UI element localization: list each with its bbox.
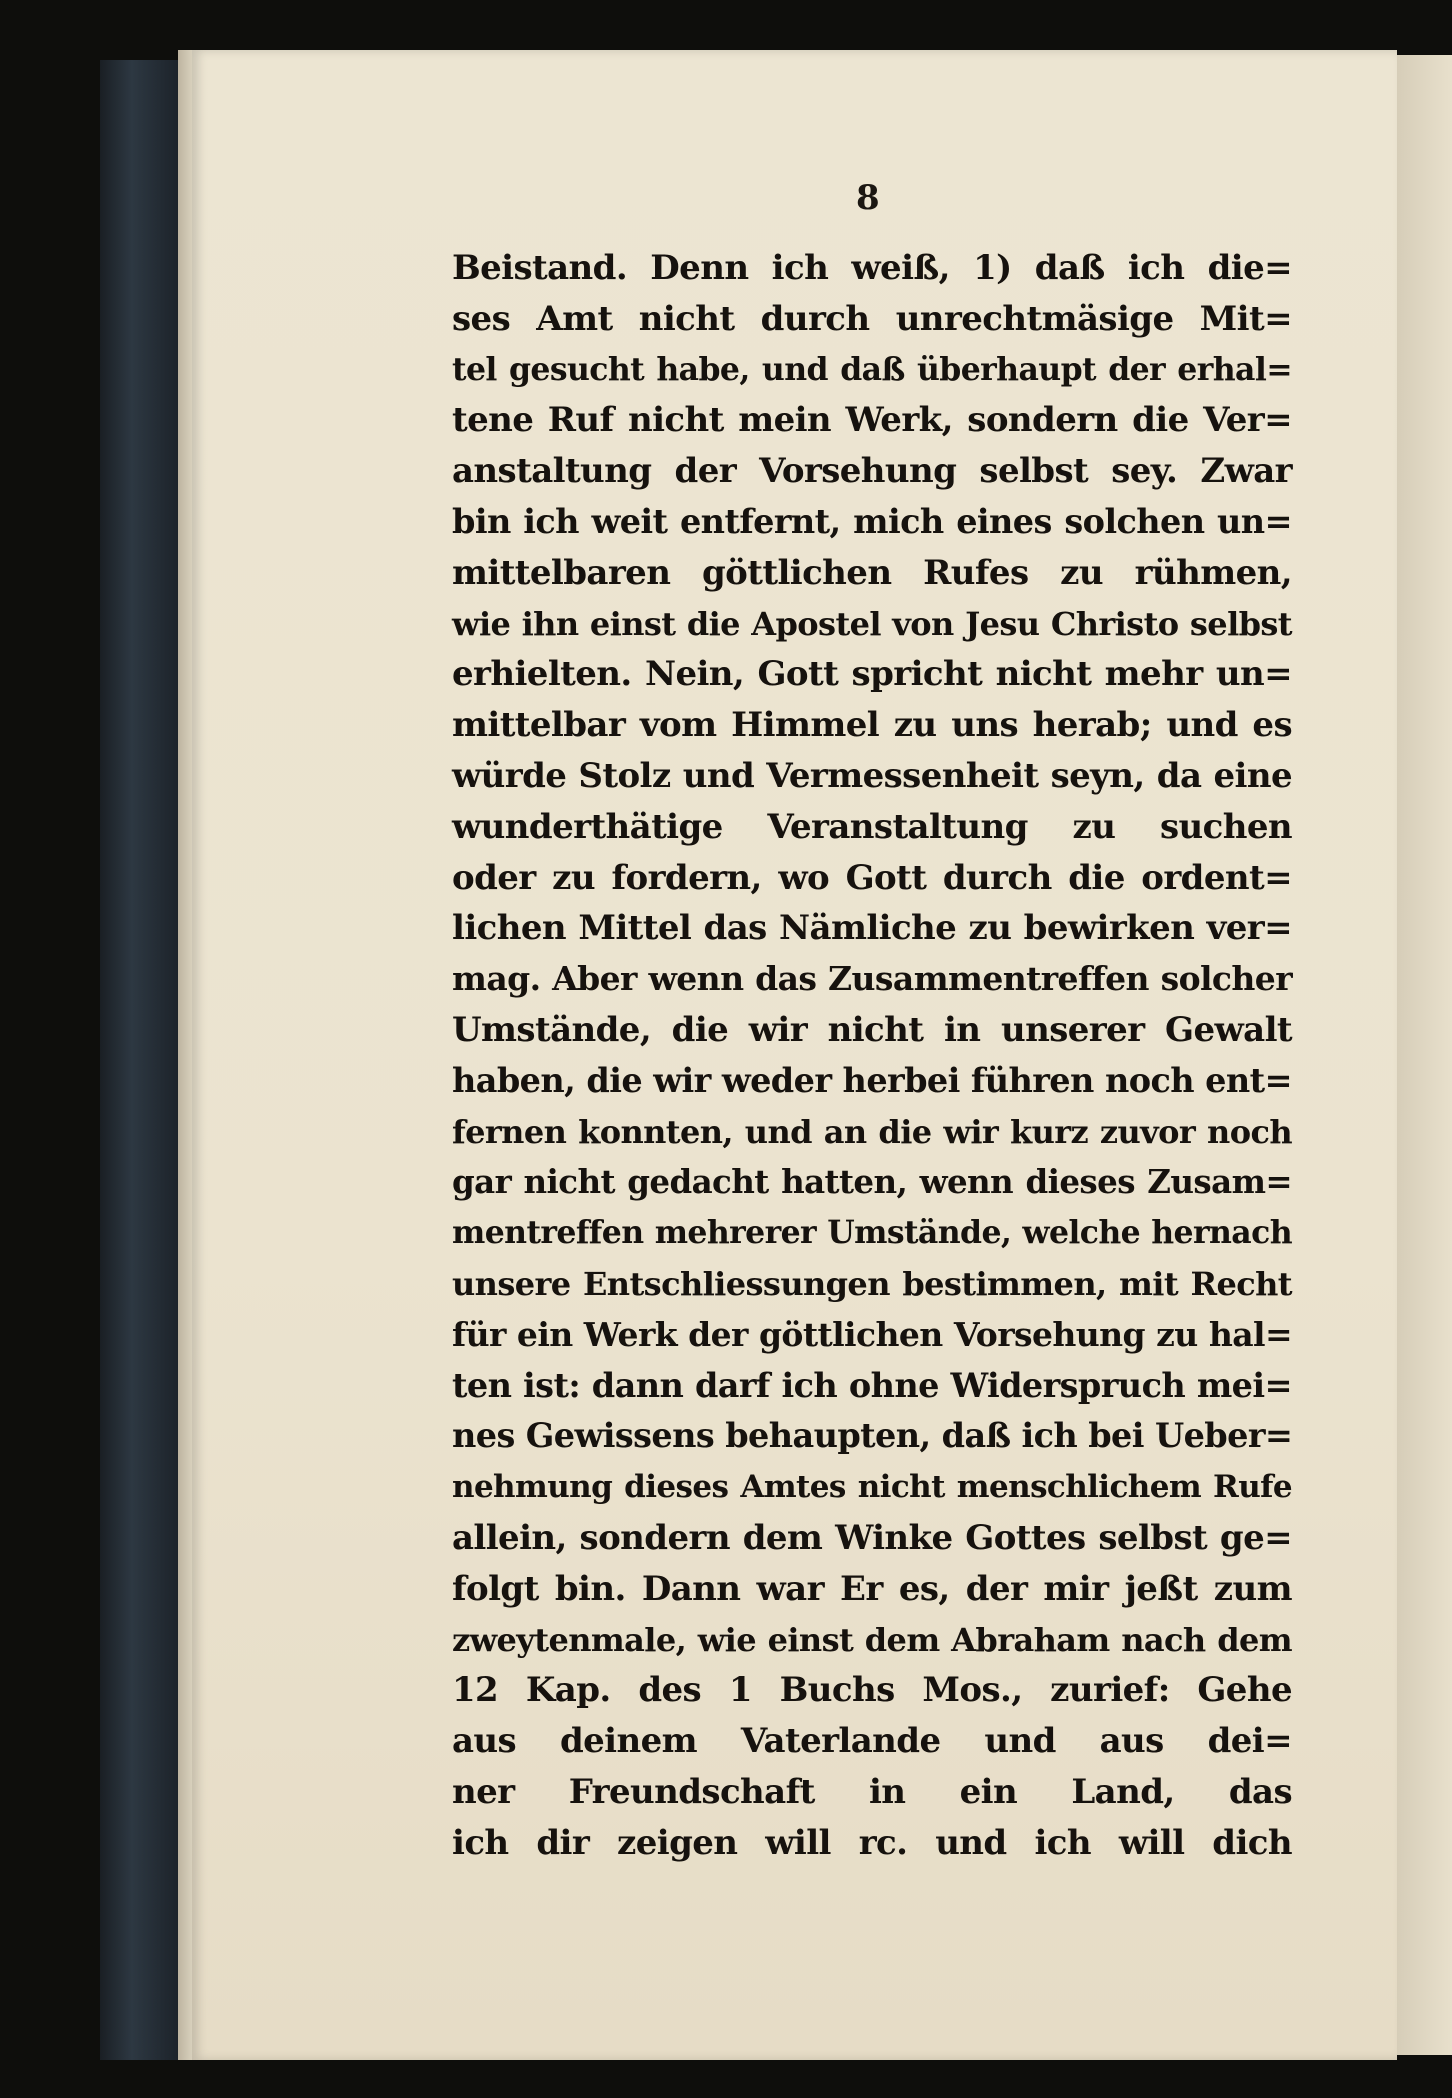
text-line: 12 Kap. des 1 Buchs Mos., zurief: Gehe — [452, 1670, 1292, 1711]
text-line: für ein Werk der göttlichen Vorsehung zu hal= — [452, 1314, 1292, 1354]
text-line: ses Amt nicht durch unrechtmäsige Mit= — [452, 298, 1292, 339]
body-text — [452, 243, 1292, 1869]
text-line: allein, sondern dem Winke Gottes selbst ge= — [452, 1517, 1292, 1558]
text-line: nehmung dieses Amtes nicht menschlichem Rufe — [452, 1469, 1292, 1506]
text-line: zweytenmale, wie einst dem Abraham nach dem — [452, 1620, 1292, 1659]
text-line: ner Freundschaft in ein Land, das — [452, 1771, 1292, 1812]
text-line: tel gesucht habe, und daß überhaupt der erhal= — [452, 350, 1292, 388]
text-line: erhielten. Nein, Gott spricht nicht mehr un= — [452, 654, 1292, 695]
text-line: mittelbar vom Himmel zu uns herab; und es — [452, 705, 1292, 746]
text-line: Umstände, die wir nicht in unserer Gewalt — [452, 1009, 1292, 1050]
page-number: 8 — [856, 178, 880, 218]
text-line: oder zu fordern, wo Gott durch die ordent= — [452, 857, 1292, 898]
text-line: lichen Mittel das Nämliche zu bewirken ver= — [452, 908, 1292, 949]
text-line: fernen konnten, und an die wir kurz zuvor noch — [452, 1112, 1292, 1151]
text-line: nes Gewissens behaupten, daß ich bei Ueber= — [452, 1416, 1293, 1456]
adjacent-page-edge — [1397, 55, 1452, 2055]
text-line: mag. Aber wenn das Zusammentreffen solcher — [452, 959, 1292, 999]
text-line: mentreffen mehrerer Umstände, welche hernach — [452, 1214, 1292, 1252]
text-line: würde Stolz und Vermessenheit seyn, da eine — [452, 755, 1292, 796]
text-line: unsere Entschliessungen bestimmen, mit Recht — [452, 1264, 1292, 1303]
text-line: wunderthätige Veranstaltung zu suchen — [452, 806, 1292, 847]
text-line: aus deinem Vaterlande und aus dei= — [452, 1721, 1292, 1762]
text-line: haben, die wir weder herbei führen noch ent= — [452, 1060, 1292, 1100]
text-line: mittelbaren göttlichen Rufes zu rühmen, — [452, 552, 1292, 593]
text-line: wie ihn einst die Apostel von Jesu Christo selbst — [452, 604, 1292, 643]
book-spine — [100, 60, 180, 2060]
text-line: Beistand. Denn ich weiß, 1) daß ich die= — [452, 248, 1292, 288]
text-line: anstaltung der Vorsehung selbst sey. Zwar — [452, 451, 1292, 492]
text-line: bin ich weit entfernt, mich eines solchen un= — [452, 501, 1292, 541]
text-line: tene Ruf nicht mein Werk, sondern die Ver= — [452, 400, 1292, 441]
text-line: gar nicht gedacht hatten, wenn dieses Zusam= — [452, 1162, 1292, 1202]
text-line: folgt bin. Dann war Er es, der mir jeßt zum — [452, 1568, 1292, 1609]
text-line: ten ist: dann darf ich ohne Widerspruch mei= — [452, 1365, 1292, 1405]
text-line: ich dir zeigen will rc. und ich will dich — [452, 1822, 1292, 1863]
